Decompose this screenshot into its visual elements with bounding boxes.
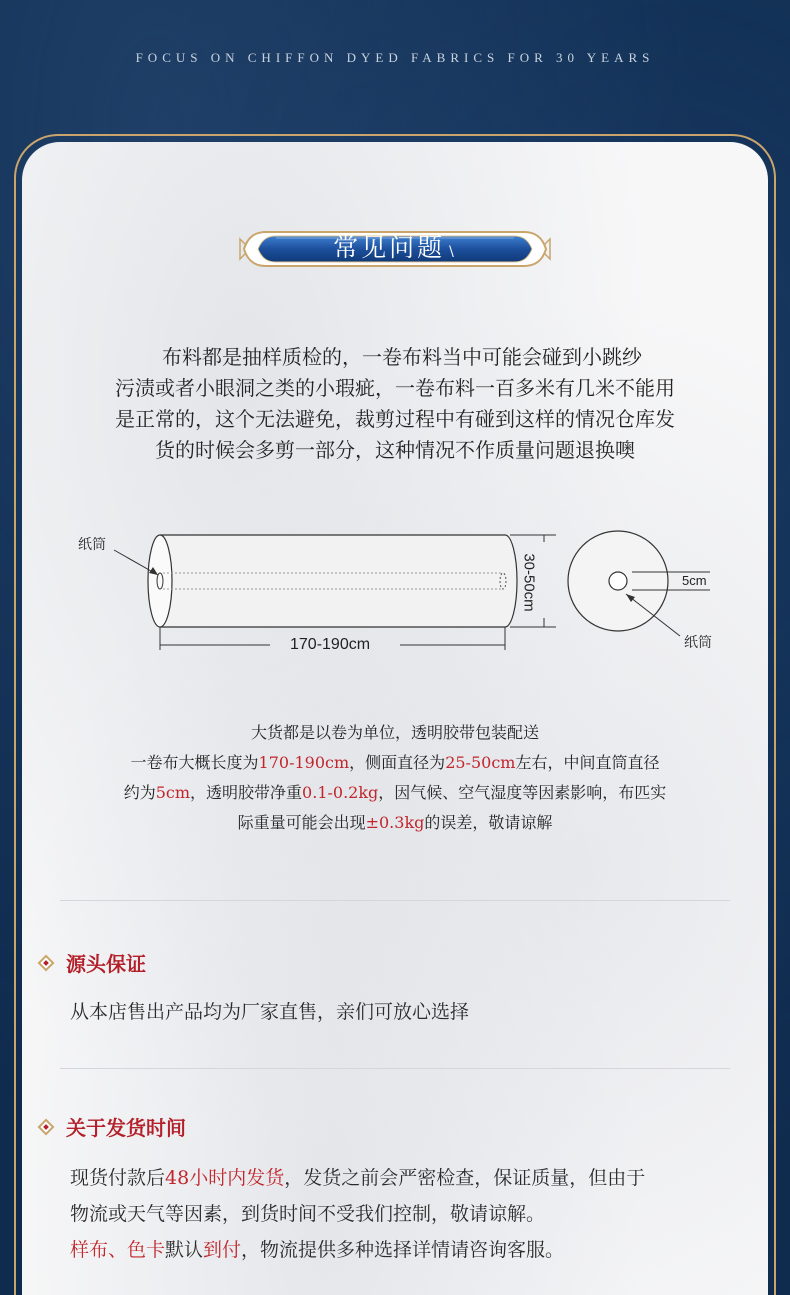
diamond-bullet-icon — [38, 955, 55, 972]
intro-line: 货的时候会多剪一部分，这种情况不作质量问题退换噢 — [155, 438, 635, 462]
fabric-roll-diagram — [70, 520, 730, 670]
intro-paragraph — [70, 342, 720, 466]
section-body-source: 从本店售出产品均为厂家直售，亲们可放心选择 — [70, 1001, 470, 1023]
tube-label-right: 纸筒 — [684, 634, 712, 650]
packing-line: 际重量可能会出现±0.3kg的误差，敬请谅解 — [237, 813, 553, 832]
section-title: 常见问题 \ — [333, 233, 457, 262]
diamond-bullet-icon — [38, 1119, 55, 1136]
divider — [60, 1068, 730, 1069]
section-heading-source: 源头保证 — [40, 948, 146, 977]
packing-info — [80, 718, 710, 838]
core-label: 5cm — [682, 573, 707, 588]
diameter-label: 30-50cm — [520, 553, 538, 612]
tube-label-left: 纸筒 — [78, 536, 106, 552]
packing-line: 一卷布大概长度为170-190cm，侧面直径为25-50cm左右，中间直筒直径 — [130, 753, 660, 772]
intro-line: 布料都是抽样质检的，一卷布料当中可能会碰到小跳纱 — [162, 345, 642, 369]
tagline: FOCUS ON CHIFFON DYED FABRICS FOR 30 YEARS — [135, 50, 655, 65]
section-heading-shipping: 关于发货时间 — [40, 1112, 186, 1141]
intro-line: 是正常的，这个无法避免，裁剪过程中有碰到这样的情况仓库发 — [115, 407, 675, 431]
section-title-banner — [236, 226, 554, 272]
intro-line: 污渍或者小眼洞之类的小瑕疵，一卷布料一百多米有几米不能用 — [115, 376, 675, 400]
packing-line: 大货都是以卷为单位，透明胶带包装配送 — [250, 723, 539, 742]
fabric-roll-icon — [70, 520, 730, 670]
divider — [60, 900, 730, 901]
section-body-shipping — [70, 1160, 740, 1268]
shipping-line: 现货付款后48小时内发货，发货之前会严密检查，保证质量，但由于 — [70, 1167, 646, 1189]
shipping-line: 样布、色卡默认到付，物流提供多种选择详情请咨询客服。 — [70, 1239, 565, 1261]
shipping-line: 物流或天气等因素，到货时间不受我们控制，敬请谅解。 — [70, 1203, 546, 1225]
packing-line: 约为5cm，透明胶带净重0.1-0.2kg，因气候、空气湿度等因素影响，布匹实 — [123, 783, 667, 802]
length-label: 170-190cm — [290, 636, 371, 653]
